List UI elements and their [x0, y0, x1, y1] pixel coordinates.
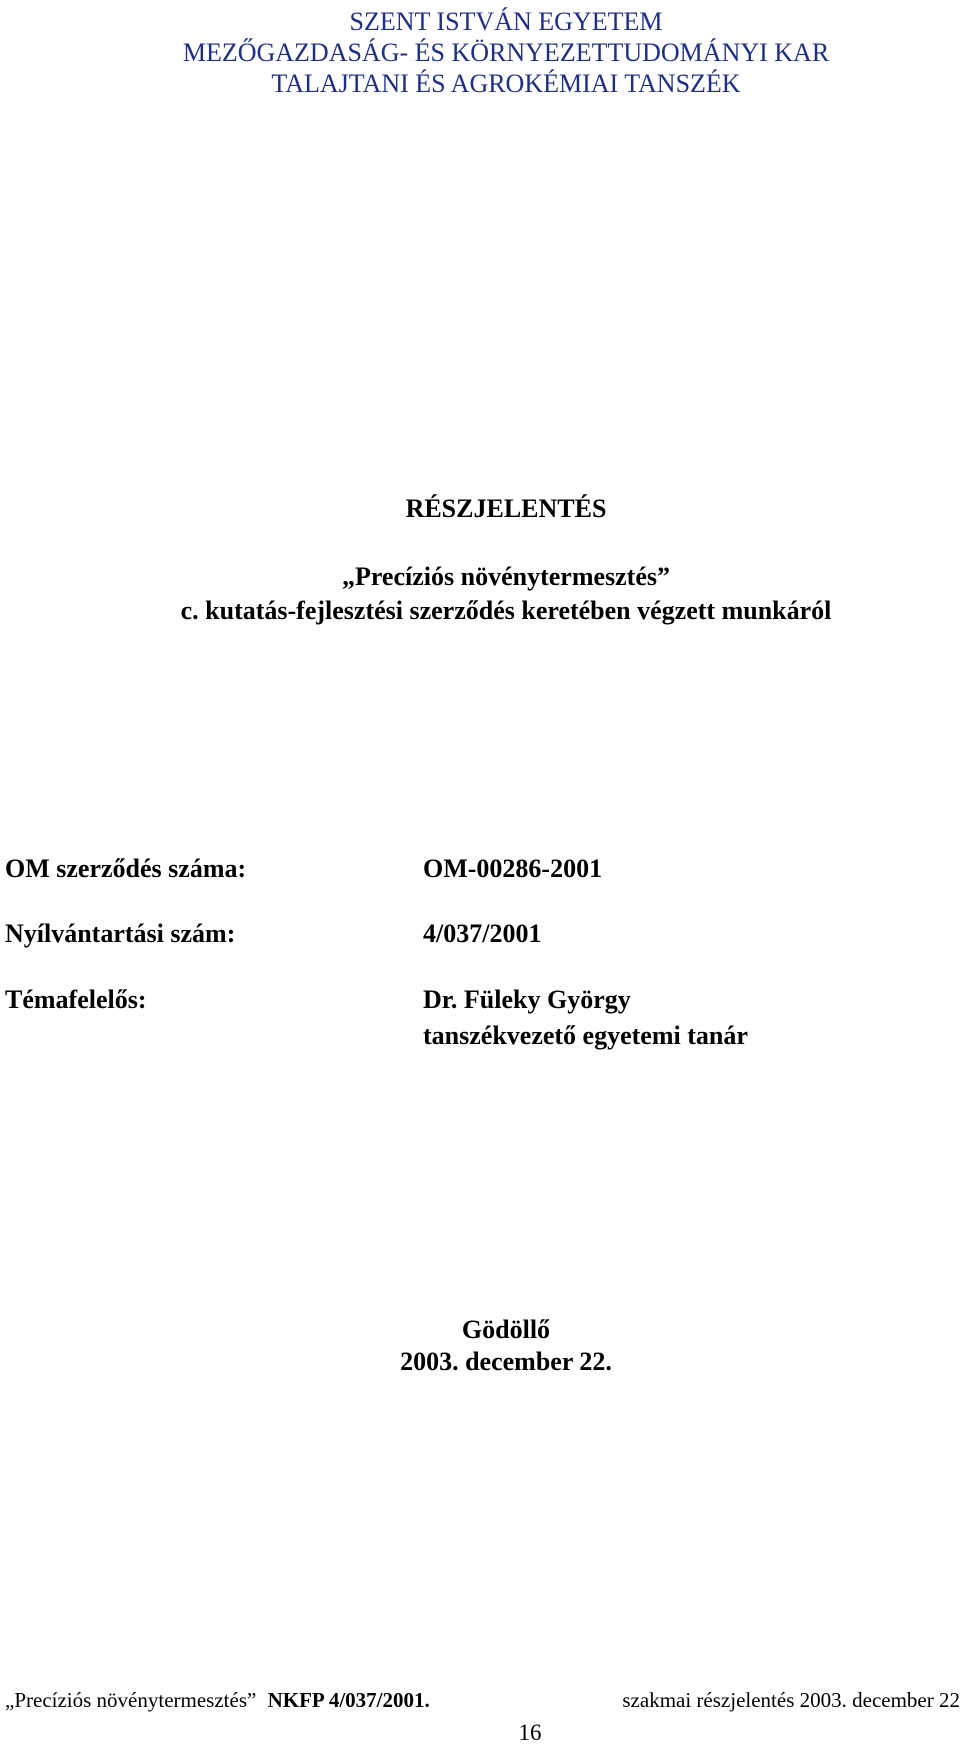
contract-number-value: OM-00286-2001 — [423, 854, 603, 883]
footer-code: NKFP 4/037/2001. — [267, 1688, 430, 1712]
footer-report-date: szakmai részjelentés 2003. december 22 — [622, 1688, 960, 1712]
faculty-name: MEZŐGAZDASÁG- ÉS KÖRNYEZETTUDOMÁNYI KAR — [182, 38, 830, 67]
university-name: SZENT ISTVÁN EGYETEM — [349, 7, 663, 36]
department-name: TALAJTANI ÉS AGROKÉMIAI TANSZÉK — [271, 69, 741, 98]
project-subtitle: c. kutatás-fejlesztési szerződés keretében végzett munkáról — [180, 596, 832, 625]
footer-project: „Precíziós növénytermesztés” — [5, 1688, 257, 1712]
responsible-name: Dr. Füleky György — [423, 985, 631, 1014]
responsible-title: tanszékvezető egyetemi tanár — [423, 1021, 748, 1050]
contract-number-label: OM szerződés száma: — [5, 854, 247, 883]
project-title: „Precíziós növénytermesztés” — [341, 562, 670, 591]
date: 2003. december 22. — [400, 1347, 612, 1376]
footer-left — [5, 1688, 430, 1713]
responsible-label: Témafelelős: — [5, 985, 147, 1014]
institution-header — [0, 6, 960, 99]
report-title: RÉSZJELENTÉS — [405, 494, 607, 523]
registration-number-value: 4/037/2001 — [423, 919, 542, 948]
place: Gödöllő — [461, 1315, 551, 1344]
registration-number-label: Nyílvántartási szám: — [5, 919, 236, 948]
page-number: 16 — [518, 1720, 542, 1745]
